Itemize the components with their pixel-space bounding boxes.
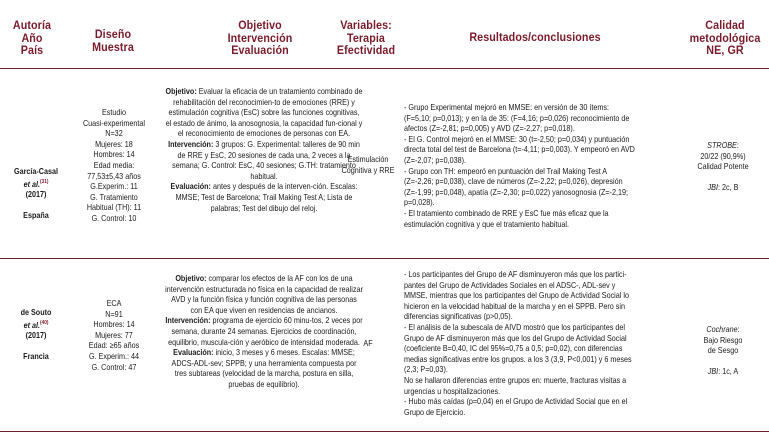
- result-paragraph: - Grupo Experimental mejoró en MMSE: en versión de 30 ítems: (F=5,10; p=0,013); y en la de 35: (F=4,16; p=0,026) reconocimiento de afectos (Z=-2,81; p=0,005) y AVD (Z=-2,27; p=0,018).: [404, 102, 630, 134]
- design-line: 77,53±5,43 años: [87, 170, 141, 181]
- author-etal: [8, 177, 63, 189]
- quality-tool1-name: Cochrane: [706, 324, 738, 334]
- variables-cell: [332, 338, 404, 349]
- design-line: Estudio: [101, 107, 127, 117]
- objective-cell: [165, 273, 363, 390]
- header-author-year-country: [6, 19, 59, 57]
- variable-line: Estimulación: [347, 154, 389, 164]
- quality-tool2-value: : 1c, A: [718, 365, 739, 376]
- author-name: de Souto: [20, 307, 52, 317]
- quality-cell: [686, 140, 760, 192]
- header-line: Variables:: [340, 18, 392, 32]
- result-paragraph: - El análisis de la subescala de AIVD mostró que los participantes del Grupo de AF disminuyeron más que los del Grupo de Actividad Social (coeficiente B=0,40, IC del 95%=0,75 a 0,5; p=0,02), con diferencias medias significativas entre los grupos. a los 3 (3,9, P<0,001) y 6 meses (2,3; P=0,03).: [404, 321, 632, 375]
- header-design-sample: [82, 28, 144, 53]
- author-country: Francia: [23, 350, 49, 361]
- result-paragraph: - El tratamiento combinado de RRE y EsC fue más eficaz que la estimulación cognitiva y que el tratamiento habitual.: [404, 207, 609, 229]
- header-line: País: [20, 43, 44, 57]
- reference-link[interactable]: (31): [40, 178, 49, 185]
- quality-tool2-name: JBI: [707, 365, 719, 376]
- variable-line: Cognitiva y RRE: [341, 164, 395, 175]
- design-line: Edad media:: [93, 159, 135, 170]
- header-quality: [685, 19, 764, 57]
- table-row: [0, 259, 769, 432]
- header-line: metodológica: [689, 30, 761, 45]
- quality-tool2: [686, 366, 760, 377]
- table-header: [0, 0, 769, 69]
- result-paragraph: - Los participantes del Grupo de AF disminuyeron más que los partici-pantes del Grupo de Actividades Sociales en el ADSC-, ADL-sev y MMSE, mientras que los participantes del Grupo de Actividad Social lo hicieron en la velocidad habitual de la marcha y en el SPPB. Pero sin diferencias significativas (p>0,05).: [404, 269, 629, 322]
- header-line: Resultados/conclusiones: [469, 30, 601, 44]
- design-line: N=32: [105, 128, 123, 139]
- quality-tool1-suffix: :: [737, 324, 740, 334]
- design-line: G. Control: 10: [91, 212, 137, 223]
- header-line: Diseño: [94, 27, 132, 41]
- design-line: G.Experim.: 11: [90, 181, 138, 192]
- design-line: N=91: [105, 308, 123, 319]
- header-line: Año: [21, 30, 43, 45]
- evaluation-text: inicio, 3 meses y 6 meses. Escalas: MMSE; ADCS-ADL-sev; SPPB; y una herramienta compuesta por tres subtareas (velocidad de la marcha, postura en silla, pruebas de equilibrio).: [171, 347, 357, 389]
- variable-line: AF: [363, 338, 373, 348]
- evaluation-label: Evaluación:: [173, 347, 214, 358]
- header-variables: [331, 19, 401, 57]
- author-etal: [8, 318, 63, 330]
- header-line: NE, GR: [706, 43, 744, 57]
- header-line: Evaluación: [231, 43, 289, 57]
- result-paragraph: No se hallaron diferencias entre grupos en: muerte, fracturas visitas a urgencias u hospitalizaciones.: [404, 374, 627, 396]
- quality-tool1-name: STROBE: [707, 140, 737, 150]
- quality-risk: Bajo Riesgo: [703, 334, 743, 345]
- results-cell: [404, 102, 636, 229]
- etal-text: et al.: [23, 319, 41, 330]
- objective-text: comparar los efectos de la AF con los de una intervención estructurada no física en la capacidad de realizar AVD y la función física y función cognitiva de las personas con EA que viven en residencias de ancianos.: [165, 273, 363, 315]
- quality-tool1: [686, 140, 760, 151]
- header-results: [451, 31, 618, 44]
- quality-tool2: [686, 182, 760, 193]
- header-line: Terapia: [347, 30, 385, 45]
- result-paragraph: - Grupo con TH: empeoró en puntuación del Trail Making Test A (Z=-2,26; p=0,038), clave de números (Z=-2,22; p=0,026), depresión (Z=-1,99; p=0,048), apatía (Z=-2,30; p=0,022) yanosognosia (Z=-2,19; p=0,028).: [404, 165, 629, 208]
- quality-rating: de Sesgo: [707, 345, 739, 356]
- evaluation-text: antes y después de la interven-ción. Escalas: MMSE; Test de Barcelona; Trail Making Test A; Lista de palabras; Test del dibujo del reloj.: [175, 181, 358, 213]
- intervention-label: Intervención:: [165, 315, 211, 326]
- header-line: Calidad: [705, 18, 745, 32]
- design-line: Mujeres: 77: [95, 329, 133, 340]
- result-paragraph: - Hubo más caídas (p=0,04) en el Grupo de Actividad Social que en el Grupo de Ejercicio.: [404, 396, 628, 417]
- objective-cell: [165, 86, 363, 213]
- quality-tool2-value: : 2c, B: [717, 181, 739, 192]
- objective-label: Objetivo:: [175, 273, 207, 283]
- design-line: Mujeres: 18: [95, 138, 133, 149]
- variables-cell: [332, 154, 404, 175]
- quality-score: 20/22 (90,9%): [700, 150, 746, 161]
- header-line: Autoría: [12, 18, 52, 32]
- results-cell: [404, 269, 636, 417]
- author-name: García-Casal: [13, 166, 59, 176]
- design-line: Cuasi-experimental: [82, 117, 146, 128]
- design-line: Hombres: 14: [93, 319, 135, 330]
- design-cell: [78, 298, 150, 372]
- intervention-text: 3 grupos: G. Experimental: talleres de 90 min de RRE y EsC, 20 sesiones de cada una, 2 veces a la semana; G. Control: EsC, 40 sesiones; G.TH: tratamiento habitual.: [172, 138, 360, 181]
- author-cell: [8, 307, 63, 361]
- etal-text: et al.: [23, 178, 41, 189]
- intervention-label: Intervención:: [168, 138, 214, 149]
- design-line: G. Tratamiento: [90, 191, 138, 202]
- objective-label: Objetivo:: [165, 86, 197, 96]
- design-line: Habitual (TH): 11: [86, 202, 142, 213]
- author-cell: [8, 166, 63, 220]
- quality-tool1-suffix: :: [736, 140, 739, 150]
- header-line: Efectividad: [336, 43, 396, 57]
- header-line: Muestra: [92, 39, 134, 54]
- table-row: [0, 69, 769, 259]
- intervention-text: programa de ejercicio 60 minu-tos, 2 veces por semana, durante 24 semanas. Ejercicios de coordinación, equilibrio, muscula-ción y aeróbico de intensidad moderada.: [168, 315, 363, 347]
- quality-tool1: [686, 324, 760, 335]
- design-line: Edad: ≥65 años: [88, 340, 140, 351]
- design-line: G. Control: 47: [91, 361, 137, 372]
- author-country: España: [23, 209, 49, 220]
- quality-tool2-name: JBI: [707, 181, 718, 192]
- header-line: Objetivo: [238, 18, 282, 32]
- design-cell: [78, 107, 150, 224]
- design-line: Hombres: 14: [93, 149, 135, 160]
- author-year: (2017): [25, 329, 47, 340]
- quality-cell: [686, 324, 760, 376]
- evaluation-label: Evaluación:: [170, 181, 211, 192]
- design-line: ECA: [106, 298, 122, 308]
- author-year: (2017): [25, 188, 47, 199]
- header-objective: [198, 19, 321, 57]
- result-paragraph: - El G. Control mejoró en el MMSE: 30 (t=-2,50; p=0,034) y puntuación directa total del test de Barcelona (t=-4,11; p=0,003). Y empeoró en AVD (Z=-2,07; p=0,038).: [404, 133, 635, 165]
- quality-rating: Calidad Potente: [697, 161, 749, 172]
- design-line: G. Experim.: 44: [88, 350, 140, 361]
- reference-link[interactable]: (40): [40, 319, 49, 326]
- objective-text: Evaluar la eficacia de un tratamiento combinado de rehabilitación del reconocimien-to de emociones (RRE) y estimulación cognitiva (EsC) sobre las funciones cognitivas, el estado de ánimo, la anosognosia, la capacidad fun-cional y el reconocimiento de emociones de personas con EA.: [165, 86, 363, 139]
- header-line: Intervención: [227, 30, 293, 45]
